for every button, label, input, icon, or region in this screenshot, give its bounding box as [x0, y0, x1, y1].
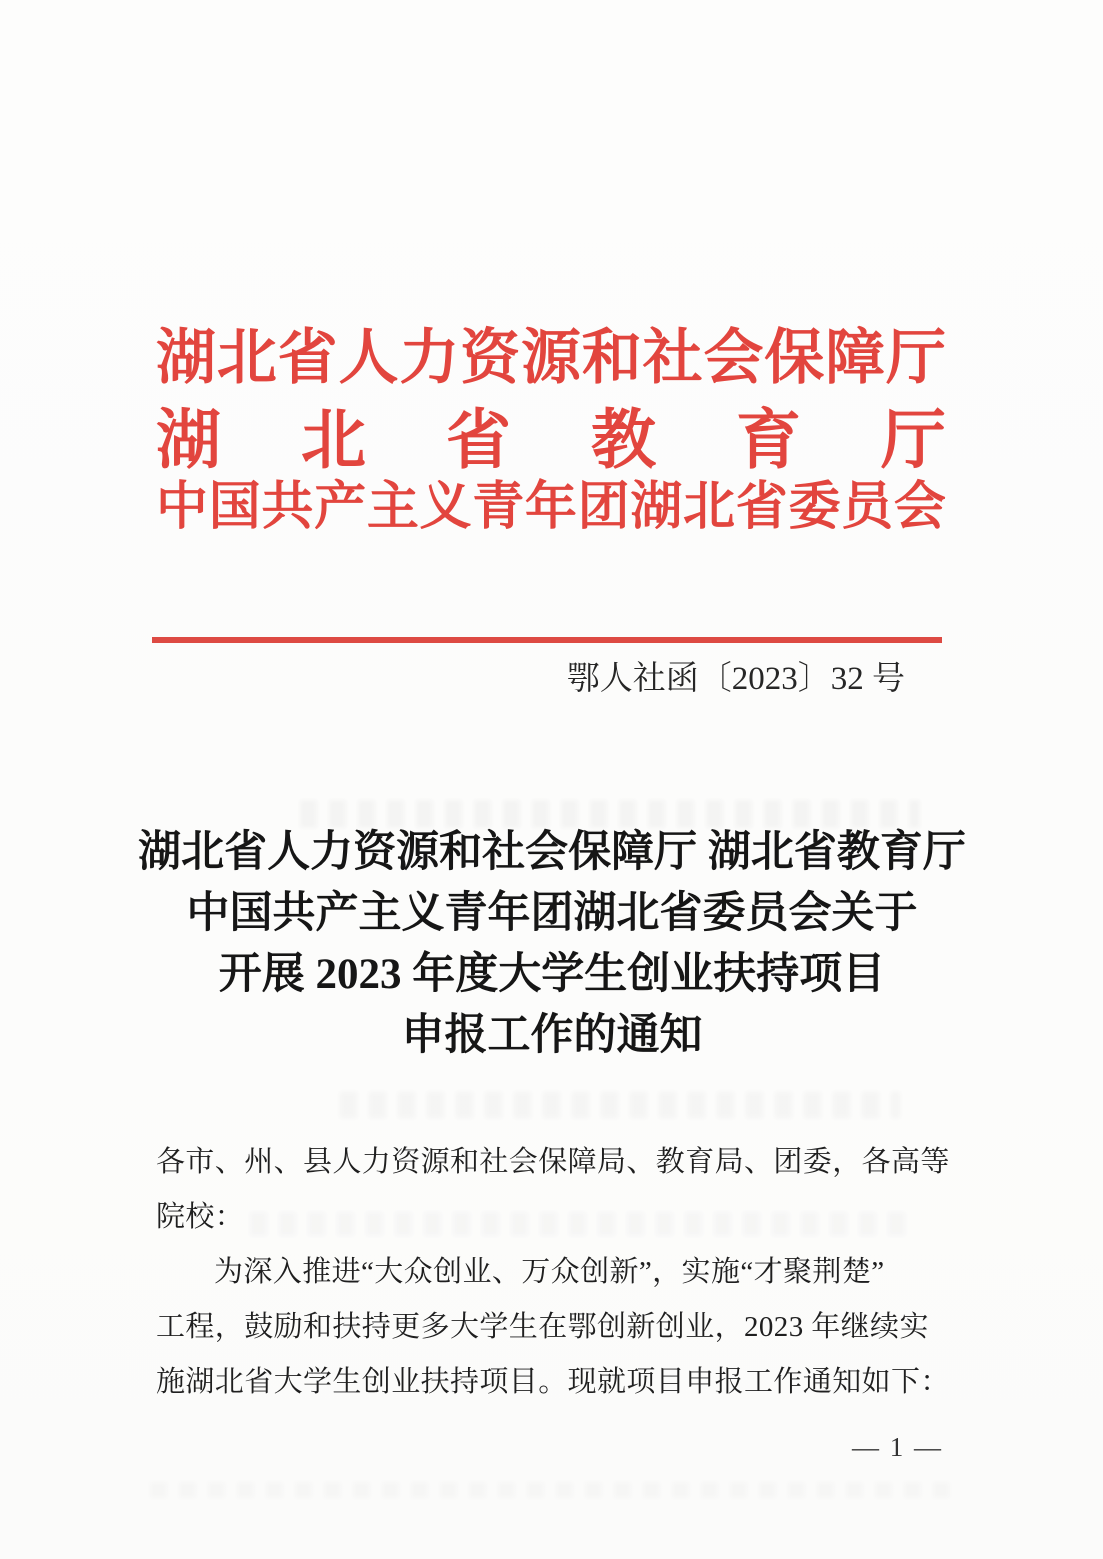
title-line-1: 湖北省人力资源和社会保障厅 湖北省教育厅: [138, 829, 966, 876]
letterhead-line-2: 湖 北 省 教 育 厅: [156, 405, 946, 477]
red-divider-line: [152, 637, 942, 643]
letterhead-line-1: 湖 北 省 人 力 资 源 和 社 会 保 障 厅: [156, 325, 946, 391]
document-body: [156, 1135, 956, 1410]
salutation-line-1: 各市、州、县人力资源和社会保障局、教育局、团委，各高等: [156, 1146, 950, 1178]
document-title: [128, 822, 976, 1066]
letterhead-line-3: 中 国 共 产 主 义 青 年 团 湖 北 省 委 员 会: [156, 479, 946, 536]
title-line-3: 开展 2023 年度大学生创业扶持项目: [218, 951, 886, 998]
document-number: 鄂人社函〔2023〕32 号: [566, 661, 905, 697]
title-line-4: 申报工作的通知: [401, 1012, 703, 1059]
body-line-1: 为深入推进“大众创业、万众创新”，实施“才聚荆楚”: [214, 1256, 885, 1288]
body-line-3: 施湖北省大学生创业扶持项目。现就项目申报工作通知如下：: [156, 1366, 950, 1398]
title-line-2: 中国共产主义青年团湖北省委员会关于: [186, 890, 918, 937]
scan-artifact: [150, 1482, 950, 1498]
body-line-2: 工程，鼓励和扶持更多大学生在鄂创新创业，2023 年继续实: [156, 1311, 929, 1343]
page-number: — 1 —: [852, 1432, 943, 1462]
salutation-line-2: 院校：: [156, 1201, 245, 1233]
scan-artifact: [340, 1092, 900, 1118]
